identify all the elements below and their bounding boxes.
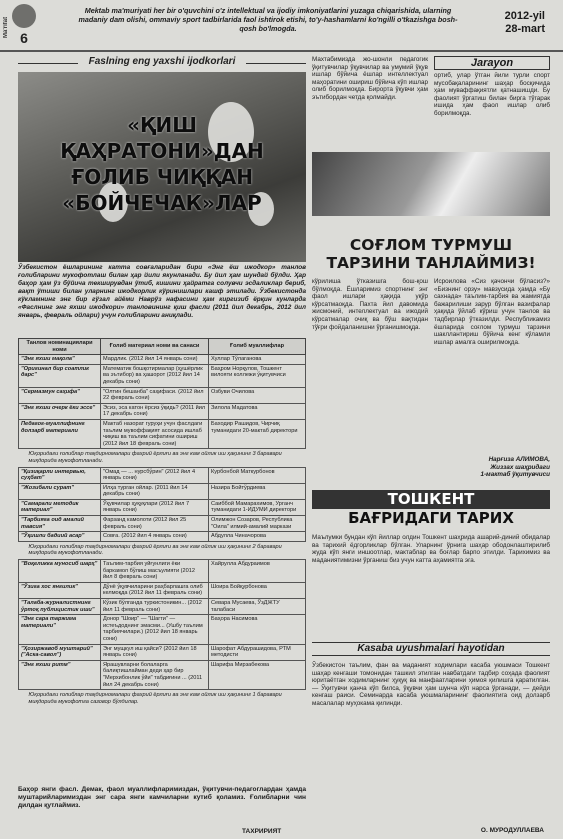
- nomination-cell: "Воқеликка муносиб шарҳ": [19, 560, 101, 583]
- author-cell: Олимжон Созаров, Республика "Оила" илмий-амалий маркази: [209, 516, 306, 532]
- right-articles: [312, 56, 550, 836]
- article-text: Исроилова «Сиз қачончи бўласиз?» «Бизнинг орзу» мавзусида ҳамда «Бу сахнада» таълим-тарбия ва жамиятда бажарилиши зарур бўлган вазифалар ҳақида ўйлаб кўриш учун танлов ва тадбирлар ўтказилди. Республикамиз ёшларида соғлом турмуш тарзини шакллантириш бўйича кенг кўламли ишлар амалга оширилмоқда.: [434, 278, 550, 346]
- header-rule: [0, 50, 563, 52]
- tashkent-history-headline: [312, 490, 550, 528]
- author-cell: Шарофат Абдурашидова, РТМ методисти: [209, 644, 306, 660]
- nomination-cell: "Энг яхши ритм": [19, 660, 101, 689]
- signature-line: Жиззах шаҳридаги: [490, 463, 550, 471]
- healthy-lifestyle-headline: [312, 236, 550, 272]
- headline-line: СОҒЛОМ ТУРМУШ: [349, 236, 513, 254]
- table-row: [19, 532, 306, 542]
- author-cell: Абдулла Чиначорова: [209, 532, 306, 542]
- article-text: Маълумки бундан кўп йиллар олдин Тошкент шаҳрида ашарий-диний обидалар ва тарихий ёдгорликлар бўлган. Уларнинг ўрнига шаҳар ободонлаштирилиб жуда кўп янги иншоотлар, мактаблар ва боғлар барпо этилди. Тарихимиз ва маданиятимизни ўрганиш биз учун катта аҳамиятга эга.: [312, 534, 550, 564]
- nomination-cell: "Жозибали сурат": [19, 483, 101, 499]
- editorial-label: ТАХРИРИЯТ: [242, 828, 282, 835]
- author-cell: Шоира Бойқурбонова: [209, 582, 306, 598]
- table-row: [19, 560, 306, 583]
- material-cell: Таълим-тарбия уйғунлиги ёки баркамол бўлиш масъулияти (2012 йил 8 февраль сони): [101, 560, 209, 583]
- article-text: Махтабимизда жо-шонли педагогик ўқитувчилар ўқувчилар ва умумий ўқув ишлар бўйича ёшлар интеллектуал маҳоратини ошириш бўйича кўп ишлар олиб борилмоқда. Бирорта ўқувчи ҳам эътибордан четда қолмайди.: [312, 56, 428, 101]
- author-cell: Севара Мусаева, ЎзДЖТУ талабаси: [209, 599, 306, 615]
- table-row: [19, 387, 306, 403]
- nomination-cell: "Қизиқарли интервью, суҳбат": [19, 467, 101, 483]
- material-cell: Фарзанд камолоти (2012 йил 25 февраль сони): [101, 516, 209, 532]
- table-row: [19, 467, 306, 483]
- article-closing: Баҳор янги фасл. Демак, фаол муаллифларимиздан, ўқитувчи-педагоглардан ҳамда муштарийларимиздан энг сара янги камчиларни кутиб қоламиз. Ғолибларни чин дилдан қутлаймиз.: [18, 786, 306, 809]
- material-cell: Эсиз, эса катон ёрсиз ўқидь? (2011 йил 17 декабрь сони): [101, 403, 209, 419]
- author-cell: Назира Бойтўрдиева: [209, 483, 306, 499]
- column-header: Танлов номинациялари номи: [19, 339, 101, 355]
- material-cell: Совға. (2012 йил 4 январь сони): [101, 532, 209, 542]
- table-note-row: [19, 449, 306, 467]
- table-row: [19, 516, 306, 532]
- nomination-cell: "Энг яхши мақола": [19, 355, 101, 365]
- author-cell: Хайрулла Абдураимов: [209, 560, 306, 583]
- material-cell: Донор "Шоир" — "Шагти" — истеъдоднинг эмасми... (Ушбу таълим тарбиячилари.) (2012 йил 18 январь сони): [101, 615, 209, 644]
- table-row: [19, 355, 306, 365]
- material-cell: Математик бошқотирмалар (ҳушёрлик ва эътибор) ва ҳашорот (2012 йил 14 декабрь сони): [101, 364, 209, 387]
- rubric-title: Faslning eng yaxshi ijodkorlari: [88, 56, 236, 67]
- table-row: [19, 364, 306, 387]
- nomination-cell: "Ҳозиржавоб муштарий" ("Аска-савол"): [19, 644, 101, 660]
- headline-line: ТОШКЕНТ: [312, 490, 550, 509]
- jarayon-rubric: Jarayon: [434, 56, 550, 70]
- author-cell: Саиббой Мамарахимов, Урганч туманидаги 1-ИДУМИ директори: [209, 499, 306, 515]
- article-photo: [312, 152, 550, 216]
- table-row: [19, 599, 306, 615]
- article-author: О. МУРОДУЛЛАЕВА: [480, 827, 544, 834]
- article-text: Ўзбекистон таълим, фан ва маданият ходимлари касаба уюшмаси Тошкент шаҳар кенгаши томонидан ташкил этилган навбатдаги тадбир соҳада фаолият юритаётган ходимларнинг ҳуқуқ ва манфаатларини ҳимоя қилишга қаратилган. — Ўқитувчи қанча кўп билса, ўқувчи ҳам шунча кўп нарса ўрганади, — дейди кенгаш раиси. Семинарда касаба уюшмаларининг фаолиятига оид долзарб масалалар муҳокама қилинди.: [312, 662, 550, 707]
- nomination-cell: "Сермазмун саҳифа": [19, 387, 101, 403]
- issue-day: 28-mart: [505, 23, 545, 35]
- newspaper-name-vertical: Ma'rifat: [3, 16, 9, 38]
- material-cell: Мактаб назорат гуруҳи учун фаслдаги таълим мувоффақият асосида ишлаб чиқиш ва таълим сифатини ошириш (2012 йил 18 февраль сони): [101, 419, 209, 448]
- photo-caption: Ўзбекистон ёшларининг катта совғаларидан бири «Энг ёш ижодкор» танлов ғолибларини мукофотлаш билан ҳар йили якунланади. Бу йил ҳам шундай бўлди. Ҳар баҳор ҳам ўз бўйича текширувдан ўтиб, кишини ҳайратга солувчи эсдаликлар бериб, вақт ўтиши билан уларнинг ижодкорлик кўринишлари кашф этилади. Ўзбекистонда кўкламнинг энг бир гўзал айёми Наврўз нафасини ҳам киргизиб ёрқин кунларда «Фаслнинг энг яхши ижодкори» танловининг қиш фасли (2011 йил декабрь, 2012 йил январь, февраль ойлари) учун ғолибларини аниқлади.: [18, 264, 306, 319]
- author-cell: Шарифа Мирзабекова: [209, 660, 306, 689]
- column-header: Ғолиб материал номи ва санаси: [101, 339, 209, 355]
- table-row: [19, 483, 306, 499]
- table-note-row: [19, 690, 306, 708]
- material-cell: Илҳа турган ойлар. (2011 йил 14 декабрь сони): [101, 483, 209, 499]
- article-text: кўрилиша ўтказишга бош-қош бўлмоқда. Ёшларимиз спортнинг энг фаол ишлари ҳақида уқўр кўрсатмаоқда. Пахта йил давомида жисмоний, интеллектуал ва ижодий кўрсатмалар очиқ ва бўш вақтидан тўғри фойдаланишни ўрганишмоқда.: [312, 278, 428, 331]
- material-cell: Энг мущкул иш қайси? (2012 йил 18 январь сони): [101, 644, 209, 660]
- author-cell: Курбонбой Маткурбонов: [209, 467, 306, 483]
- table-note: Юқоридаги ғолиблар тақдирномалари фахрий ёрлиғи ва энг кам ойлик иш ҳақининг 3 баравари миқдорида мукофотланади.: [28, 451, 282, 464]
- article-column-b: [434, 56, 550, 118]
- article-signature: [434, 456, 550, 479]
- header-motto: Mektab ma'muriyati her bir o'quvchini o'z intellektual va ijodiy imkoniyatlarini yuzaga chiqarishida, ularning madaniy dam olishi, ommaviy sport tadbirlarida faol ishtirok etishi, to'y-hashamlarni ko'ngilli o'tkazishga bosh-qosh bo'lmogda.: [78, 6, 458, 33]
- left-article: [18, 56, 306, 826]
- table-row: [19, 582, 306, 598]
- author-cell: Баходир Рашидов, Чирчиқ туманидаги 20-мактаб директори: [209, 419, 306, 448]
- table-row: [19, 403, 306, 419]
- nomination-cell: "Самарали методик материал": [19, 499, 101, 515]
- nomination-cell: "Энг яхши очерк ёки эссе": [19, 403, 101, 419]
- material-cell: Мардлик. (2012 йил 14 январь сони): [101, 355, 209, 365]
- author-cell: Баҳора Насимова: [209, 615, 306, 644]
- material-cell: Ярашувларни болаларга балиқтишлайман деди ҳар бир "Мерхибонлик ўйи" табдиғини ... (2011 йил 24 декабрь сони): [101, 660, 209, 689]
- issue-date: [481, 10, 545, 36]
- table-row: [19, 644, 306, 660]
- author-cell: Озбуви Очилова: [209, 387, 306, 403]
- material-cell: Кўзик бўлганда туркистоникин... (2012 йил 11 февраль сони): [101, 599, 209, 615]
- headline-line: «ҚИШ ҚАҲРАТОНИ»ДАН: [60, 113, 264, 163]
- nomination-cell: "Оригинал бир соатлик дарс": [19, 364, 101, 387]
- kasaba-rubric: Kasaba uyushmalari hayotidan: [312, 642, 550, 656]
- nomination-cell: "Ўзига хос янгилик": [19, 582, 101, 598]
- table-note: Юқоридаги ғолиблар тақдирномалари фахрий ёрлиғи ва энг кам ойлик иш ҳақининг 2 баравари миқдорида мукофотланади.: [28, 543, 282, 557]
- material-cell: "Олтин бешанба" саҳифаси. (2012 йил 22 февраль сони): [101, 387, 209, 403]
- nomination-cell: "Ўқишли бадиий асар": [19, 532, 101, 542]
- article-column-a: [312, 56, 428, 102]
- nomination-cell: Педагог-муаллифнинг долзарб материали: [19, 419, 101, 448]
- nomination-cell: "Талаба-журналистнинг ўртоқ публицистик иши": [19, 599, 101, 615]
- article-headline: [40, 112, 284, 216]
- table-header-row: [19, 339, 306, 355]
- signature-line: Нарғиза АЛИМОВА,: [488, 456, 550, 463]
- table-row: [19, 615, 306, 644]
- table-row: [19, 660, 306, 689]
- headline-line: ҒОЛИБ ЧИҚҚАН: [71, 165, 253, 189]
- snowdrop-photo: [18, 72, 306, 262]
- headline-line: ТАРЗИНИ ТАНЛАЙМИЗ!: [326, 254, 536, 272]
- material-cell: "Омад — ... нурсбўрин" (2012 йил 4 январь сони): [101, 467, 209, 483]
- nominations-table: [18, 338, 306, 707]
- table-row: [19, 419, 306, 448]
- table-note-row: [19, 541, 306, 559]
- table-row: [19, 499, 306, 515]
- signature-line: 1-мактаб ўқитувчиси: [480, 471, 550, 479]
- table-note: Юқоридаги ғолиблар тақдирномалари фахрий ёрлиғи ва энг кам ойлик иш ҳақининг 1 баравари миқдорида мукофотга сазовор бўлдилар.: [28, 692, 282, 705]
- author-cell: Баҳром Норқулов, Тошкент вилояти коллежи ўқитувчиси: [209, 364, 306, 387]
- column-header: Ғолиб муаллифлар: [209, 339, 306, 355]
- author-cell: Зилола Мадатова: [209, 403, 306, 419]
- nomination-cell: "Энг сара таржима материали": [19, 615, 101, 644]
- material-cell: Дўнё ўқувчиларини раҳбарлашга олиб келмоқда (2012 йил 11 февраль сони): [101, 582, 209, 598]
- page-number-circle: [12, 4, 36, 28]
- headline-line: БАҒРИДАГИ ТАРИХ: [348, 509, 514, 527]
- rubric-line-right: [246, 63, 306, 64]
- author-cell: Хуллар Тўлаганова: [209, 355, 306, 365]
- nomination-cell: "Тарбияга оид амалий тавсия": [19, 516, 101, 532]
- page-header: [0, 0, 563, 52]
- material-cell: Ўқувчилар ҳуқуқлари (2012 йил 7 январь сони): [101, 499, 209, 515]
- article-text: ортиб, улар ўтган йили турли спорт мусобақаларининг шаҳар босқичида ҳам муваффақиятли қатнашишди. Бу фаолият ўргатиш билан бирга тўгарак ишида ҳам фаол ишлар олиб борилмоқда.: [434, 72, 550, 117]
- headline-line: «БОЙЧЕЧАК»ЛАР: [62, 191, 262, 215]
- page-number: 6: [20, 30, 28, 46]
- issue-year: 2012-yil: [504, 10, 545, 22]
